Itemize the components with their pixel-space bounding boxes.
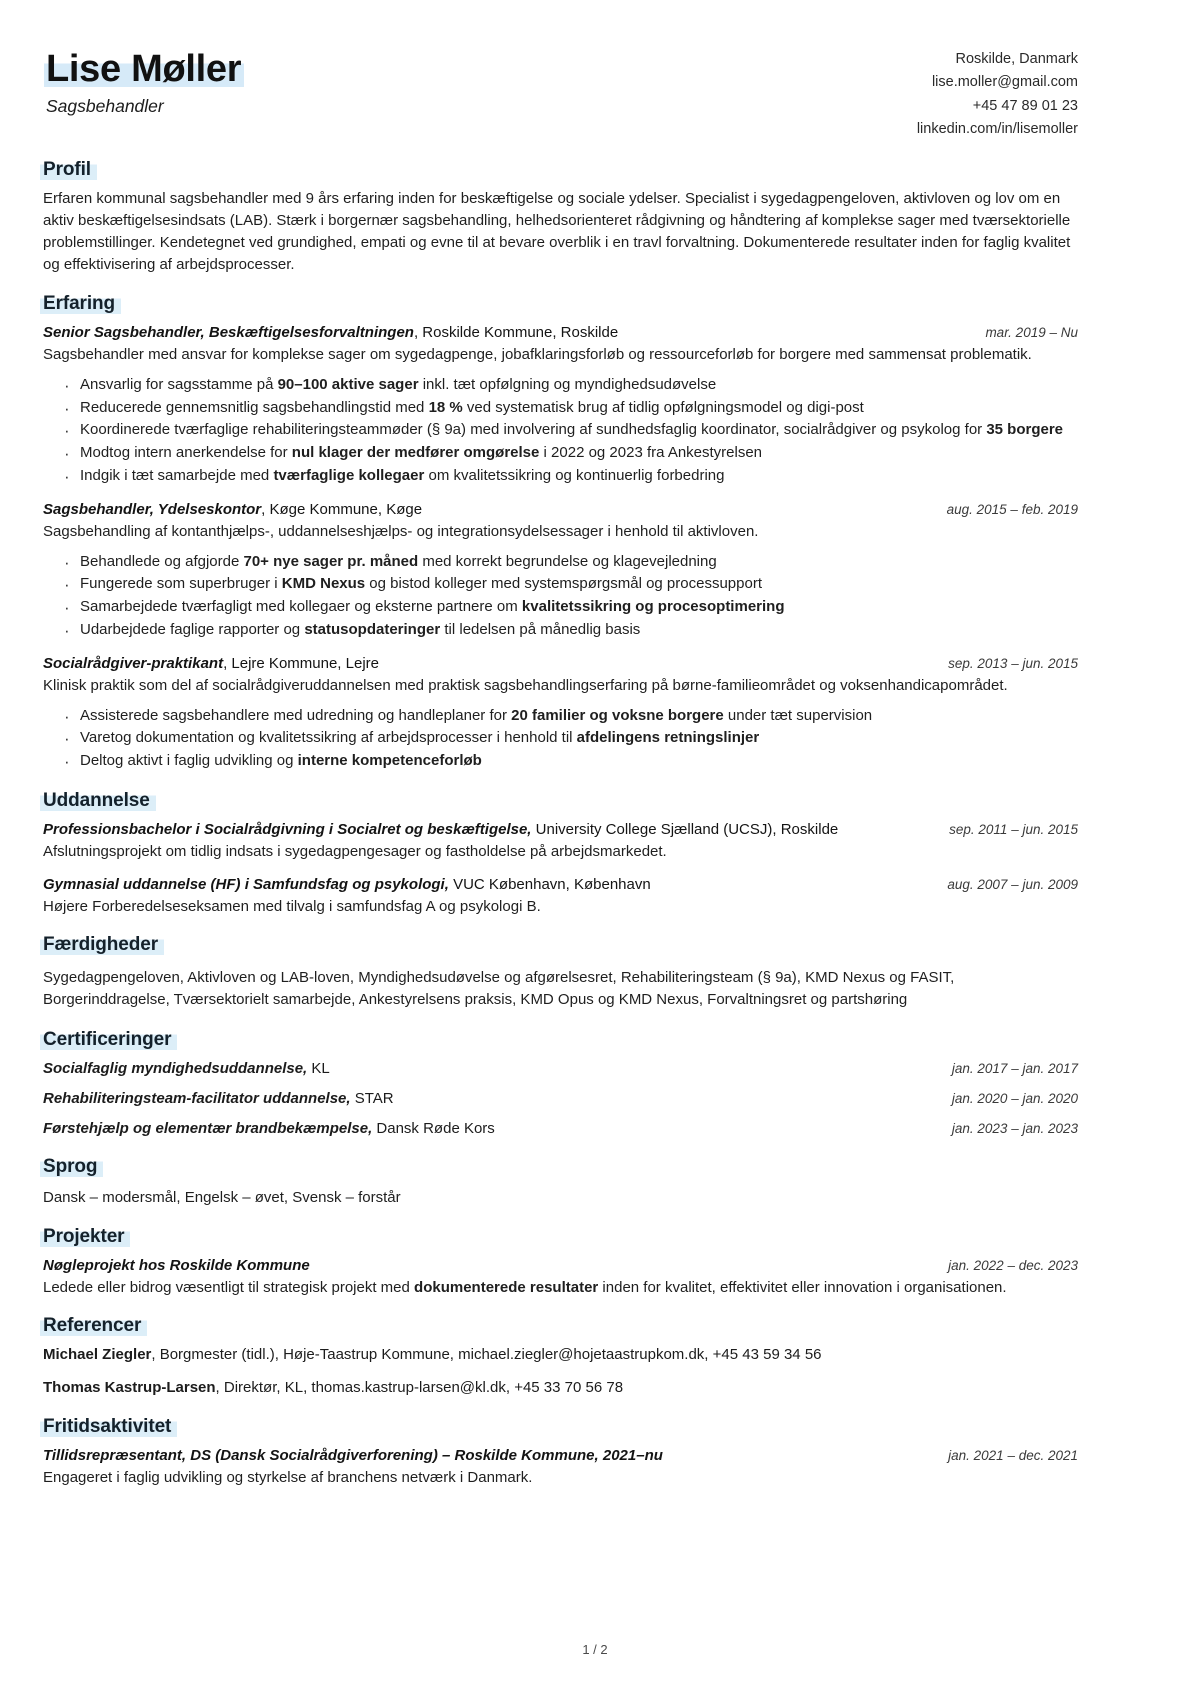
section-title-references: Referencer — [40, 1315, 147, 1337]
certification-row — [40, 1058, 1078, 1079]
education-entry — [40, 819, 1078, 863]
project-name — [40, 1255, 310, 1276]
certification-name — [40, 1058, 330, 1079]
reference-name: Thomas Kastrup-Larsen — [43, 1379, 216, 1397]
entry-header — [40, 653, 1078, 674]
section-references — [40, 1315, 1078, 1399]
entry-role — [40, 653, 379, 674]
candidate-name: Lise Møller — [44, 50, 244, 90]
entry-date: sep. 2013 – jun. 2015 — [948, 655, 1078, 671]
certification-list — [40, 1058, 1078, 1139]
certification-row — [40, 1088, 1078, 1109]
section-certifications — [40, 1029, 1078, 1139]
section-experience — [40, 293, 1078, 773]
education-degree — [40, 874, 651, 895]
education-degree-text: Gymnasial uddannelse (HF) i Samfundsfag og psykologi, — [43, 875, 449, 893]
reference-details: , Borgmester (tidl.), Høje-Taastrup Kommune, michael.ziegler@hojetaastrupkom.dk, +45 43 59 34 56 — [151, 1346, 822, 1364]
certification-row — [40, 1118, 1078, 1139]
section-title-certifications: Certificeringer — [40, 1029, 177, 1051]
section-title-skills: Færdigheder — [40, 934, 164, 956]
experience-entry — [40, 653, 1078, 773]
entry-role — [40, 499, 422, 520]
entry-bullet: · Assisterede sagsbehandlere med udredning og handleplaner for 20 familier og voksne borgere under tæt supervision — [64, 705, 1078, 728]
section-activities — [40, 1416, 1078, 1489]
entry-date: mar. 2019 – Nu — [985, 325, 1078, 341]
entry-bullet-list — [40, 551, 1078, 642]
entry-role-text: Sagsbehandler, Ydelseskontor — [43, 500, 262, 518]
section-education — [40, 790, 1078, 918]
entry-header — [40, 819, 1078, 840]
section-profile — [40, 159, 1078, 276]
contact-block — [917, 44, 1078, 142]
entry-header — [40, 322, 1078, 343]
entry-bullet-list — [40, 705, 1078, 773]
section-title-activities: Fritidsaktivitet — [40, 1416, 177, 1438]
certification-name — [40, 1088, 394, 1109]
education-summary: Højere Forberedelseseksamen med tilvalg i samfundsfag A og psykologi B. — [43, 897, 541, 915]
experience-entry — [40, 499, 1078, 642]
contact-email[interactable]: lise.moller@gmail.com — [931, 74, 1078, 91]
activity-date: jan. 2021 – dec. 2021 — [948, 1447, 1078, 1463]
entry-header — [40, 1255, 1078, 1276]
languages-text: Dansk – modersmål, Engelsk – øvet, Svensk – forstår — [43, 1188, 401, 1206]
reference-row — [40, 1377, 1078, 1399]
education-degree-text: Professionsbachelor i Socialrådgivning i Socialret og beskæftigelse, — [43, 820, 532, 838]
certification-title-text: Socialfaglig myndighedsuddannelse, — [43, 1059, 308, 1077]
entry-bullet: · Samarbejdede tværfagligt med kollegaer og eksterne partnere om kvalitetssikring og procesoptimering — [64, 596, 1078, 619]
education-entry — [40, 874, 1078, 918]
entry-company-text: , Roskilde Kommune, Roskilde — [413, 324, 619, 342]
education-date: sep. 2011 – jun. 2015 — [949, 821, 1078, 837]
certification-issuer-text: STAR — [350, 1089, 394, 1107]
section-title-experience: Erfaring — [40, 293, 121, 315]
experience-entry — [40, 322, 1078, 488]
entry-bullet: · Koordinerede tværfaglige rehabiliteringsteammøder (§ 9a) med involvering af sundhedsfaglig koordinator, socialrådgiver og psykolog for 35 borgere — [64, 419, 1078, 442]
entry-header — [40, 1445, 1078, 1466]
entry-bullet-list — [40, 374, 1078, 488]
entry-bullet: · Behandlede og afgjorde 70+ nye sager pr. måned med korrekt begrundelse og klagevejledning — [64, 551, 1078, 574]
certification-date: jan. 2023 – jan. 2023 — [951, 1120, 1078, 1136]
reference-list — [40, 1344, 1078, 1399]
entry-date: aug. 2015 – feb. 2019 — [946, 501, 1078, 517]
certification-issuer-text: Dansk Røde Kors — [372, 1119, 495, 1137]
section-projects — [40, 1226, 1078, 1299]
entry-bullet: · Deltog aktivt i faglig udvikling og interne kompetenceforløb — [64, 750, 1078, 773]
contact-location: Roskilde, Danmark — [955, 51, 1078, 67]
activity-list — [40, 1445, 1078, 1489]
identity-block — [44, 44, 244, 117]
contact-phone[interactable]: +45 47 89 01 23 — [972, 97, 1078, 114]
entry-bullet: · Fungerede som superbruger i KMD Nexus og bistod kolleger med systemspørgsmål og processupport — [64, 573, 1078, 596]
section-title-projects: Projekter — [40, 1226, 130, 1248]
project-name-text: Nøgleprojekt hos Roskilde Kommune — [43, 1256, 310, 1274]
activity-name — [40, 1445, 663, 1466]
profile-text: Erfaren kommunal sagsbehandler med 9 års erfaring inden for beskæftigelse og sociale ydelser. Specialist i sygedagpengeloven, aktivloven og lov om en aktiv beskæftigelsesindsats (LAB). Stærk i borgernær sagsbehandling, helhedsorienteret rådgivning og håndtering af komplekse sager med tværsektorielle problemstillinger. Kendetegnet ved grundighed, empati og evne til at bevare overblik i en travl forvaltning. Dokumenterede resultater inden for faglig kvalitet og effektivisering af arbejdsprocesser. — [43, 189, 1071, 274]
education-school-text: University College Sjælland (UCSJ), Roskilde — [531, 820, 839, 838]
certification-issuer-text: KL — [307, 1059, 330, 1077]
project-date: jan. 2022 – dec. 2023 — [948, 1257, 1078, 1273]
entry-bullet: · Varetog dokumentation og kvalitetssikring af arbejdsprocesser i henhold til afdelingens retningslinjer — [64, 727, 1078, 750]
skills-text: Sygedagpengeloven, Aktivloven og LAB-loven, Myndighedsudøvelse og afgørelsesret, Rehabiliteringsteam (§ 9a), KMD Nexus og FASIT, Borgerinddragelse, Tværsektorielt samarbejde, Ankestyrelsens praksis, KMD Opus og KMD Nexus, Forvaltningsret og partshøring — [43, 969, 955, 1009]
section-skills — [40, 934, 1078, 1011]
education-school-text: VUC København, København — [448, 875, 651, 893]
certification-date: jan. 2017 – jan. 2017 — [951, 1060, 1078, 1076]
page-footer: 1 / 2 — [582, 1642, 608, 1657]
section-title-education: Uddannelse — [40, 790, 156, 812]
entry-company-text: , Køge Kommune, Køge — [261, 500, 423, 518]
section-languages — [40, 1156, 1078, 1209]
activity-summary: Engageret i faglig udvikling og styrkelse af branchens netværk i Danmark. — [43, 1468, 533, 1486]
entry-bullet: · Udarbejdede faglige rapporter og statusopdateringer til ledelsen på månedlig basis — [64, 619, 1078, 642]
entry-bullet: · Ansvarlig for sagsstamme på 90–100 aktive sager inkl. tæt opfølgning og myndighedsudøvelse — [64, 374, 1078, 397]
entry-role-text: Socialrådgiver-praktikant — [43, 654, 224, 672]
entry-company-text: , Lejre Kommune, Lejre — [223, 654, 379, 672]
certification-name — [40, 1118, 495, 1139]
activity-entry — [40, 1445, 1078, 1489]
reference-name: Michael Ziegler — [43, 1346, 152, 1364]
education-date: aug. 2007 – jun. 2009 — [947, 876, 1078, 892]
entry-bullet: · Indgik i tæt samarbejde med tværfaglige kollegaer om kvalitetssikring og kontinuerlig forbedring — [64, 465, 1078, 488]
section-title-languages: Sprog — [40, 1156, 103, 1178]
candidate-role: Sagsbehandler — [46, 95, 164, 116]
section-title-profile: Profil — [40, 159, 97, 181]
certification-title-text: Førstehjælp og elementær brandbekæmpelse, — [43, 1119, 373, 1137]
entry-header — [40, 499, 1078, 520]
entry-header — [40, 874, 1078, 895]
project-summary: Ledede eller bidrog væsentligt til strategisk projekt med dokumenterede resultater inden for kvalitet, effektivitet eller innovation i organisationen. — [43, 1278, 1007, 1296]
entry-role — [40, 322, 618, 343]
entry-summary: Sagsbehandler med ansvar for komplekse sager om sygedagpenge, jobafklaringsforløb og ressourceforløb for borgere med sammensat problematik. — [43, 346, 1032, 364]
entry-bullet: · Modtog intern anerkendelse for nul klager der medfører omgørelse i 2022 og 2023 fra Ankestyrelsen — [64, 442, 1078, 465]
education-summary: Afslutningsprojekt om tidlig indsats i sygedagpengesager og fastholdelse på arbejdsmarkedet. — [43, 842, 667, 860]
education-degree — [40, 819, 838, 840]
entry-bullet: · Reducerede gennemsnitlig sagsbehandlingstid med 18 % ved systematisk brug af tidlig opfølgningsmodel og digi-post — [64, 397, 1078, 420]
resume-header — [40, 44, 1078, 142]
contact-linkedin[interactable]: linkedin.com/in/lisemoller — [916, 121, 1078, 138]
entry-role-text: Senior Sagsbehandler, Beskæftigelsesforvaltningen — [43, 324, 414, 342]
education-list — [40, 819, 1078, 918]
experience-list — [40, 322, 1078, 773]
entry-summary: Klinisk praktik som del af socialrådgiveruddannelsen med praktisk sagsbehandlingserfaring på børne-familieområdet og voksenhandicapområdet. — [43, 676, 1008, 694]
project-entry — [40, 1255, 1078, 1299]
entry-summary: Sagsbehandling af kontanthjælps-, uddannelseshjælps- og integrationsydelsessager i henhold til aktivloven. — [43, 522, 759, 540]
certification-date: jan. 2020 – jan. 2020 — [951, 1090, 1078, 1106]
activity-name-text: Tillidsrepræsentant, DS (Dansk Socialrådgiverforening) – Roskilde Kommune, 2021–nu — [43, 1446, 663, 1464]
certification-title-text: Rehabiliteringsteam-facilitator uddannelse, — [43, 1089, 351, 1107]
reference-details: , Direktør, KL, thomas.kastrup-larsen@kl.dk, +45 33 70 56 78 — [215, 1379, 624, 1397]
project-list — [40, 1255, 1078, 1299]
reference-row — [40, 1344, 1078, 1366]
